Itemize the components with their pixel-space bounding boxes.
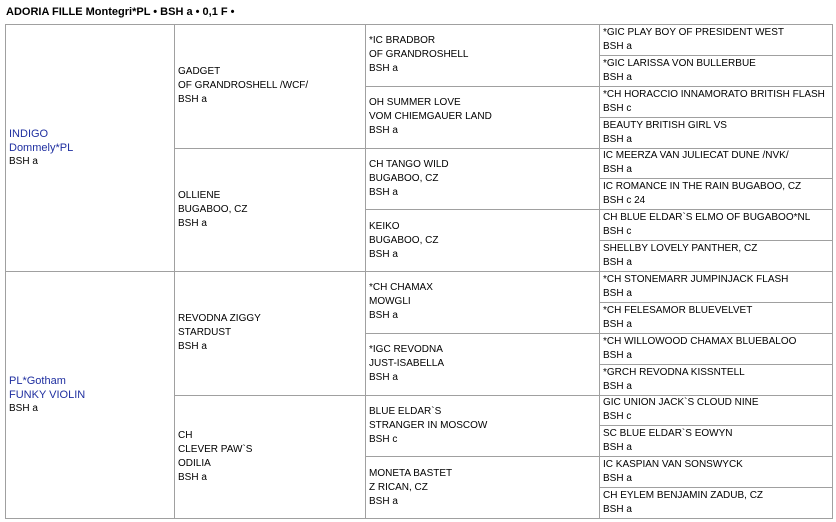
gen2-dd-info: BSH a	[178, 471, 207, 483]
gen4-dsdd	[600, 364, 833, 395]
gen4-sdds-info: BSH c	[603, 226, 632, 238]
gen2-ss	[175, 25, 366, 149]
gen3-sds-name-2: BUGABOO, CZ	[369, 172, 439, 184]
gen1-sire-name-1: INDIGO	[9, 128, 49, 140]
gen4-dsdd-name: *GRCH REVODNA KISSNTELL	[603, 366, 745, 378]
gen4-dsss-name: *CH STONEMARR JUMPINJACK FLASH	[603, 273, 789, 285]
gen3-dds-name-2: STRANGER IN MOSCOW	[369, 419, 488, 431]
gen4-dssd-name: *CH FELESAMOR BLUEVELVET	[603, 304, 753, 316]
gen4-dsss-info: BSH a	[603, 287, 632, 299]
gen3-ddd-info: BSH a	[369, 495, 398, 507]
gen3-dss-info: BSH a	[369, 310, 398, 322]
gen4-ddsd-name: SC BLUE ELDAR`S EOWYN	[603, 428, 733, 440]
gen4-sdsd-info: BSH c 24	[603, 195, 646, 207]
gen1-dam-name-2: FUNKY VIOLIN	[9, 389, 86, 401]
gen4-ssdd-info: BSH a	[603, 133, 632, 145]
gen1-dam-name-1: PL*Gotham	[9, 375, 66, 387]
gen3-sdd-info: BSH a	[369, 248, 398, 260]
gen4-ddds-info: BSH a	[603, 473, 632, 485]
gen3-ssd	[366, 86, 600, 148]
gen3-dsd-info: BSH a	[369, 372, 398, 384]
gen4-sdss	[600, 148, 833, 179]
gen3-dds-info: BSH c	[369, 433, 398, 445]
gen2-sd-name-2: BUGABOO, CZ	[178, 203, 248, 215]
gen4-ssds-info: BSH c	[603, 102, 632, 114]
gen4-dddd-name: CH EYLEM BENJAMIN ZADUB, CZ	[603, 490, 764, 502]
gen4-sddd-info: BSH a	[603, 257, 632, 269]
gen3-sdd-name-1: KEIKO	[369, 220, 400, 232]
gen4-ssss-info: BSH a	[603, 40, 632, 52]
gen4-sssd-info: BSH a	[603, 71, 632, 83]
gen4-dsds-info: BSH a	[603, 349, 632, 361]
gen3-dsd	[366, 333, 600, 395]
gen2-dd	[175, 395, 366, 519]
gen2-dd-name-3: ODILIA	[178, 457, 211, 469]
gen2-dd-name-1: CH	[178, 429, 193, 441]
gen4-ddsd	[600, 426, 833, 457]
gen4-sdss-info: BSH a	[603, 164, 632, 176]
gen3-ssd-name-1: OH SUMMER LOVE	[369, 97, 461, 109]
gen3-sds	[366, 148, 600, 210]
gen4-ssss	[600, 25, 833, 56]
gen4-ssdd	[600, 117, 833, 148]
gen3-sdd	[366, 210, 600, 272]
gen1-sire-name-2: Dommely*PL	[9, 142, 74, 154]
gen1-dam	[6, 272, 175, 519]
gen2-sd-name-1: OLLIENE	[178, 189, 221, 201]
pedigree-row	[6, 25, 833, 56]
gen2-ds-name-2: STARDUST	[178, 327, 232, 339]
gen4-dsds	[600, 333, 833, 364]
gen3-sss-name-1: *IC BRADBOR	[369, 35, 436, 47]
gen2-ss-name-1: GADGET	[178, 66, 221, 78]
gen2-ds	[175, 272, 366, 396]
gen4-sdsd	[600, 179, 833, 210]
gen1-dam-info: BSH a	[9, 403, 38, 414]
gen4-sddd-name: SHELLBY LOVELY PANTHER, CZ	[603, 243, 758, 255]
gen4-dsss	[600, 272, 833, 303]
gen2-sd	[175, 148, 366, 272]
gen3-sds-name-1: CH TANGO WILD	[369, 158, 449, 170]
gen3-sss-info: BSH a	[369, 63, 398, 75]
gen3-dsd-name-1: *IGC REVODNA	[369, 344, 443, 356]
gen3-ddd	[366, 457, 600, 519]
gen2-ds-info: BSH a	[178, 341, 207, 353]
gen4-ssds	[600, 86, 833, 117]
gen4-ddss-name: GIC UNION JACK`S CLOUD NINE	[603, 397, 759, 409]
gen2-ss-name-2: OF GRANDROSHELL /WCF/	[178, 80, 309, 92]
gen3-sds-info: BSH a	[369, 186, 398, 198]
gen3-ddd-name-2: Z RICAN, CZ	[369, 481, 428, 493]
gen3-dss-name-2: MOWGLI	[369, 296, 411, 308]
gen4-ssdd-name: BEAUTY BRITISH GIRL VS	[603, 119, 727, 131]
gen4-sssd-name: *GIC LARISSA VON BULLERBUE	[603, 57, 756, 69]
gen4-ddds	[600, 457, 833, 488]
pedigree-row	[6, 272, 833, 303]
gen2-ss-info: BSH a	[178, 94, 207, 106]
gen4-sddd	[600, 241, 833, 272]
gen4-ddds-name: IC KASPIAN VAN SONSWYCK	[603, 459, 743, 471]
gen3-sdd-name-2: BUGABOO, CZ	[369, 234, 439, 246]
gen3-sss	[366, 25, 600, 87]
gen4-ddss	[600, 395, 833, 426]
gen4-dddd	[600, 488, 833, 519]
gen4-dsdd-info: BSH a	[603, 380, 632, 392]
gen3-ssd-name-2: VOM CHIEMGAUER LAND	[369, 111, 492, 123]
gen4-sdds-name: CH BLUE ELDAR`S ELMO OF BUGABOO*NL	[603, 212, 811, 224]
gen3-ddd-name-1: MONETA BASTET	[369, 467, 453, 479]
gen4-sdsd-name: IC ROMANCE IN THE RAIN BUGABOO, CZ	[603, 181, 802, 193]
gen2-dd-name-2: CLEVER PAW`S	[178, 443, 253, 455]
gen3-dds-name-1: BLUE ELDAR`S	[369, 405, 442, 417]
gen4-sdss-name: IC MEERZA VAN JULIECAT DUNE /NVK/	[603, 150, 789, 162]
gen1-sire-info: BSH a	[9, 156, 38, 167]
gen4-dddd-info: BSH a	[603, 504, 632, 516]
gen3-dss	[366, 272, 600, 334]
gen4-sssd	[600, 55, 833, 86]
gen2-ds-name-1: REVODNA ZIGGY	[178, 313, 261, 325]
gen4-dssd-info: BSH a	[603, 318, 632, 330]
gen4-ssss-name: *GIC PLAY BOY OF PRESIDENT WEST	[603, 26, 784, 38]
gen3-dss-name-1: *CH CHAMAX	[369, 282, 433, 294]
gen4-ddss-info: BSH c	[603, 411, 632, 423]
gen4-sdds	[600, 210, 833, 241]
gen3-ssd-info: BSH a	[369, 125, 398, 137]
gen1-sire	[6, 25, 175, 272]
gen3-dsd-name-2: JUST-ISABELLA	[369, 358, 445, 370]
gen4-dssd	[600, 302, 833, 333]
gen4-ddsd-info: BSH a	[603, 442, 632, 454]
gen3-sss-name-2: OF GRANDROSHELL	[369, 49, 469, 61]
pedigree-title: ADORIA FILLE Montegri*PL • BSH a • 0,1 F •	[6, 6, 235, 18]
gen4-ssds-name: *CH HORACCIO INNAMORATO BRITISH FLASH	[603, 88, 825, 100]
pedigree-table	[5, 24, 833, 519]
gen4-dsds-name: *CH WILLOWOOD CHAMAX BLUEBALOO	[603, 335, 797, 347]
gen2-sd-info: BSH a	[178, 217, 207, 229]
gen3-dds	[366, 395, 600, 457]
